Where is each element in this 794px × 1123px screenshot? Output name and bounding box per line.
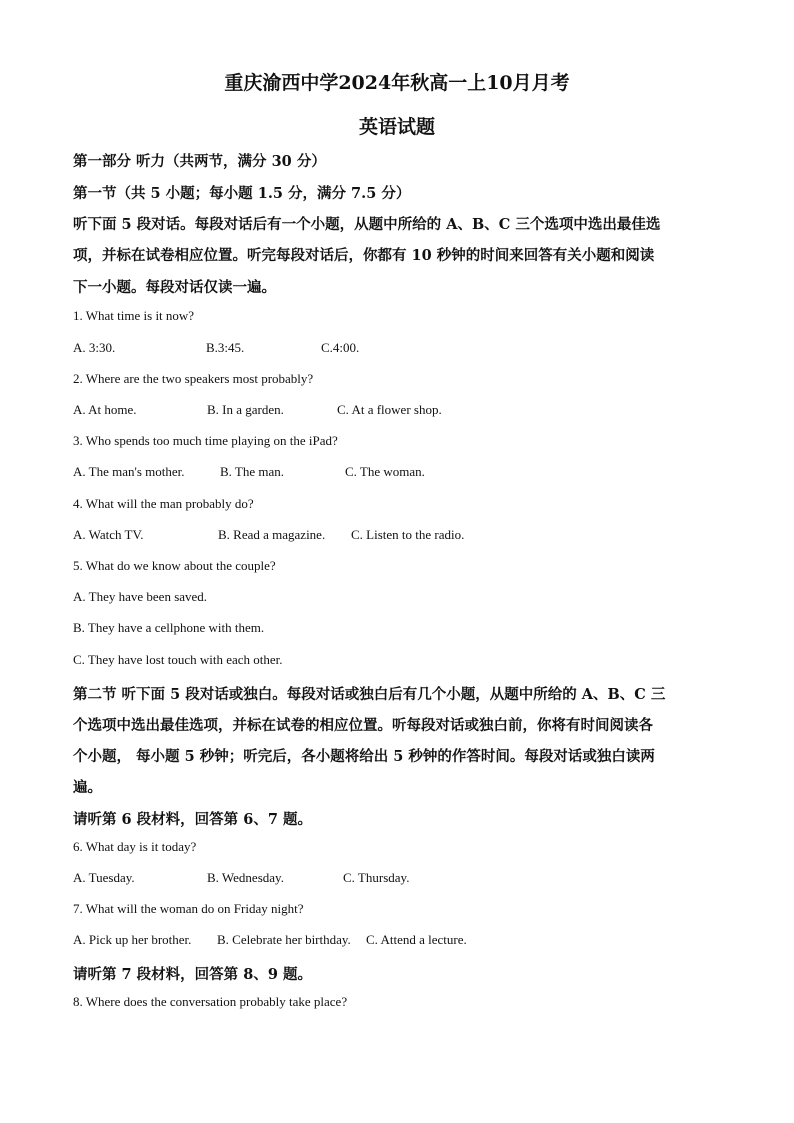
section1-instruction-line: 项，并标在试卷相应位置。听完每段对话后，你都有 10 秒钟的时间来回答有关小题和阅读 (73, 247, 655, 264)
option-b: B. They have a cellphone with them. (73, 620, 265, 635)
question-3: 3. Who spends too much time playing on the iPad? (73, 433, 338, 448)
option-a: A. Pick up her brother. (73, 932, 192, 947)
material-6-heading: 请听第 6 段材料，回答第 6、7 题。 (73, 811, 312, 828)
section2-instruction-line: 个选项中选出最佳选项，并标在试卷的相应位置。听每段对话或独白前，你将有时间阅读各 (73, 717, 653, 734)
option-c: C.4:00. (321, 340, 360, 355)
question-4: 4. What will the man probably do? (73, 496, 254, 511)
option-c: C. They have lost touch with each other. (73, 652, 283, 667)
option-b: B. In a garden. (207, 402, 284, 417)
section2-instruction-line: 遍。 (73, 779, 102, 796)
exam-subtitle: 英语试题 (358, 116, 435, 138)
question-7: 7. What will the woman do on Friday night? (73, 901, 304, 916)
part1-heading: 第一部分 听力（共两节，满分 30 分） (73, 153, 326, 170)
question-2: 2. Where are the two speakers most probably? (73, 371, 314, 386)
option-b: B. The man. (220, 464, 285, 479)
option-c: C. The woman. (345, 464, 425, 479)
option-c: C. At a flower shop. (337, 402, 442, 417)
option-a: A. The man's mother. (73, 464, 185, 479)
section1-heading: 第一节（共 5 小题；每小题 1.5 分，满分 7.5 分） (73, 185, 411, 202)
option-a: A. Watch TV. (73, 527, 144, 542)
section1-instruction-line: 下一小题。每段对话仅读一遍。 (73, 279, 276, 296)
section2-instruction-line: 第二节 听下面 5 段对话或独白。每段对话或独白后有几个小题，从题中所给的 A、B、C 三 (73, 686, 666, 703)
question-8: 8. Where does the conversation probably take place? (73, 994, 348, 1009)
option-a: A. Tuesday. (73, 870, 135, 885)
question-6: 6. What day is it today? (73, 839, 197, 854)
exam-title: 重庆渝西中学2024年秋高一上10月月考 (224, 72, 570, 94)
option-a: A. At home. (73, 402, 137, 417)
option-c: C. Thursday. (343, 870, 410, 885)
option-b: B. Read a magazine. (218, 527, 326, 542)
option-a: A. 3:30. (73, 340, 116, 355)
section2-instruction-line: 个小题， 每小题 5 秒钟；听完后，各小题将给出 5 秒钟的作答时间。每段对话或独白读两 (73, 748, 655, 765)
question-5: 5. What do we know about the couple? (73, 558, 276, 573)
question-1: 1. What time is it now? (73, 308, 195, 323)
section1-instruction-line: 听下面 5 段对话。每段对话后有一个小题，从题中所给的 A、B、C 三个选项中选出最佳选 (73, 216, 661, 233)
option-b: B.3:45. (206, 340, 245, 355)
option-b: B. Celebrate her birthday. (217, 932, 351, 947)
option-c: C. Listen to the radio. (351, 527, 465, 542)
material-7-heading: 请听第 7 段材料，回答第 8、9 题。 (73, 966, 312, 983)
option-b: B. Wednesday. (207, 870, 284, 885)
option-c: C. Attend a lecture. (366, 932, 467, 947)
option-a: A. They have been saved. (73, 589, 208, 604)
